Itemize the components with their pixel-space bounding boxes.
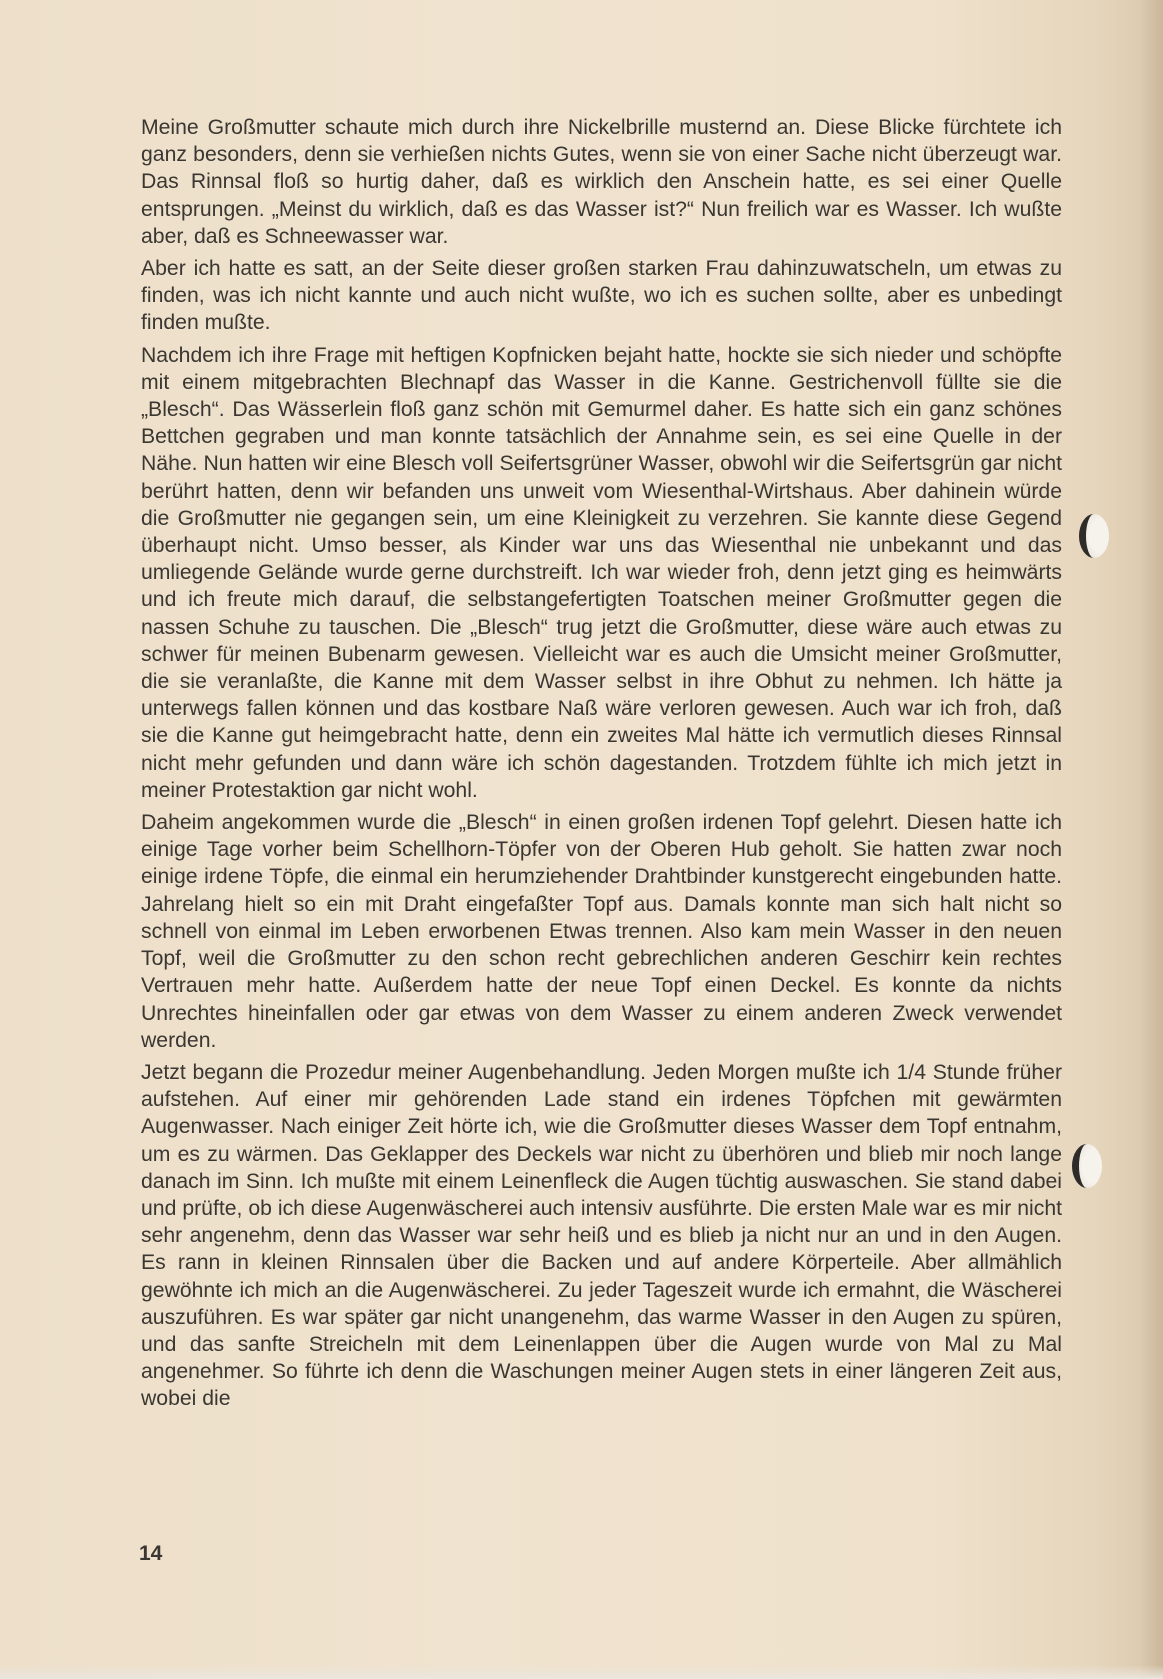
paragraph-4: Daheim angekommen wurde die „Blesch“ in einen großen irdenen Topf gelehrt. Diesen hatte ich einige Tage vorher beim Schellhorn-Töpfer von der Oberen Hub geholt. Sie hatten zwar noch einige irdene Töpfe, die einmal ein herumziehender Drahtbinder kunstgerecht eingebunden hatte. Jahrelang hielt so ein mit Draht eingefaßter Topf aus. Damals konnte man sich halt nicht so schnell von einmal im Leben erworbenen Etwas trennen. Also kam mein Wasser in den neuen Topf, weil die Großmutter zu den schon recht gebrechlichen anderen Geschirr kein rechtes Vertrauen mehr hatte. Außerdem hatte der neue Topf einen Deckel. Es konnte da nichts Unrechtes hineinfallen oder gar etwas von dem Wasser zu einem anderen Zweck verwendet werden. [141,811,1062,1052]
paragraph-1: Meine Großmutter schaute mich durch ihre Nickelbrille musternd an. Diese Blicke fürchtete ich ganz besonders, denn sie verhießen nichts Gutes, wenn sie von einer Sache nicht überzeugt war. Das Rinnsal floß so hurtig daher, daß es wirklich den Anschein hatte, es sei einer Quelle entsprungen. „Meinst du wirklich, daß es das Wasser ist?“ Nun freilich war es Wasser. Ich wußte aber, daß es Schneewasser war. [141,116,1062,248]
punch-hole-lower [1072,1144,1102,1188]
punch-hole-upper [1079,514,1109,558]
paragraph-2: Aber ich hatte es satt, an der Seite dieser großen starken Frau dahinzuwatscheln, um etwas zu finden, was ich nicht kannte und auch nicht wußte, wo ich es suchen sollte, aber es unbedingt finden mußte. [141,257,1062,335]
page-bottom-edge [0,1665,1163,1679]
paragraph-5: Jetzt begann die Prozedur meiner Augenbehandlung. Jeden Morgen mußte ich 1/4 Stunde früher aufstehen. Auf einer mir gehörenden Lade stand ein irdenes Töpfchen mit gewärmten Augenwasser. Nach einiger Zeit hörte ich, wie die Großmutter dieses Wasser dem Topf entnahm, um es zu wärmen. Das Geklapper des Deckels war nicht zu überhören und blieb mir noch lange danach im Sinn. Ich mußte mit einem Leinenfleck die Augen tüchtig auswaschen. Sie stand dabei und prüfte, ob ich diese Augenwäscherei auch intensiv ausführte. Die ersten Male war es mir nicht sehr angenehm, denn das Wasser war sehr heiß und es blieb ja nicht nur an und in den Augen. Es rann in kleinen Rinnsalen über die Backen und auf andere Körperteile. Aber allmählich gewöhnte ich mich an die Augenwäscherei. Zu jeder Tageszeit wurde ich ermahnt, die Wäscherei auszuführen. Es war später gar nicht unangenehm, das warme Wasser in den Augen zu spüren, und das sanfte Streicheln mit dem Leinenlappen über die Augen wurde von Mal zu Mal angenehmer. So führte ich denn die Waschungen meiner Augen stets in einer längeren Zeit aus, wobei die [141,1060,1062,1411]
page-number: 14 [139,1542,163,1565]
paragraph-3: Nachdem ich ihre Frage mit heftigen Kopfnicken bejaht hatte, hockte sie sich nieder und schöpfte mit einem mitgebrachten Blechnapf das Wasser in die Kanne. Gestrichenvoll füllte sie die „Blesch“. Das Wässerlein floß ganz schön mit Gemurmel daher. Es hatte sich ein ganz schönes Bettchen gegraben und man konnte tatsächlich der Annahme sein, es sei eine Quelle in der Nähe. Nun hatten wir eine Blesch voll Seifertsgrüner Wasser, obwohl wir die Seifertsgrün gar nicht berührt hatten, denn wir befanden uns unweit vom Wiesenthal-Wirtshaus. Aber dahinein würde die Großmutter nie gegangen sein, um eine Kleinigkeit zu verzehren. Sie kannte diese Gegend überhaupt nicht. Umso besser, als Kinder war uns das Wiesenthal nie unbekannt und das umliegende Gelände wurde gerne durchstreift. Ich war wieder froh, denn jetzt ging es heimwärts und ich freute mich darauf, die selbstangefertigten Toatschen meiner Großmutter gegen die nassen Schuhe zu tauschen. Die „Blesch“ trug jetzt die Großmutter, diese wäre auch etwas zu schwer für meinen Bubenarm gewesen. Vielleicht war es auch die Umsicht meiner Großmutter, die sie veranlaßte, die Kanne mit dem Wasser selbst in ihre Obhut zu nehmen. Ich hätte ja unterwegs fallen können und das kostbare Naß wäre verloren gewesen. Auch war ich froh, daß sie die Kanne gut heimgebracht hatte, denn ein zweites Mal hätte ich vermutlich dieses Rinnsal nicht mehr gefunden und dann wäre ich schön dagestanden. Trotzdem fühlte ich mich jetzt in meiner Protestaktion gar nicht wohl. [141,343,1062,802]
page-edge-shadow [1139,0,1163,1679]
body-text [141,114,1062,1418]
